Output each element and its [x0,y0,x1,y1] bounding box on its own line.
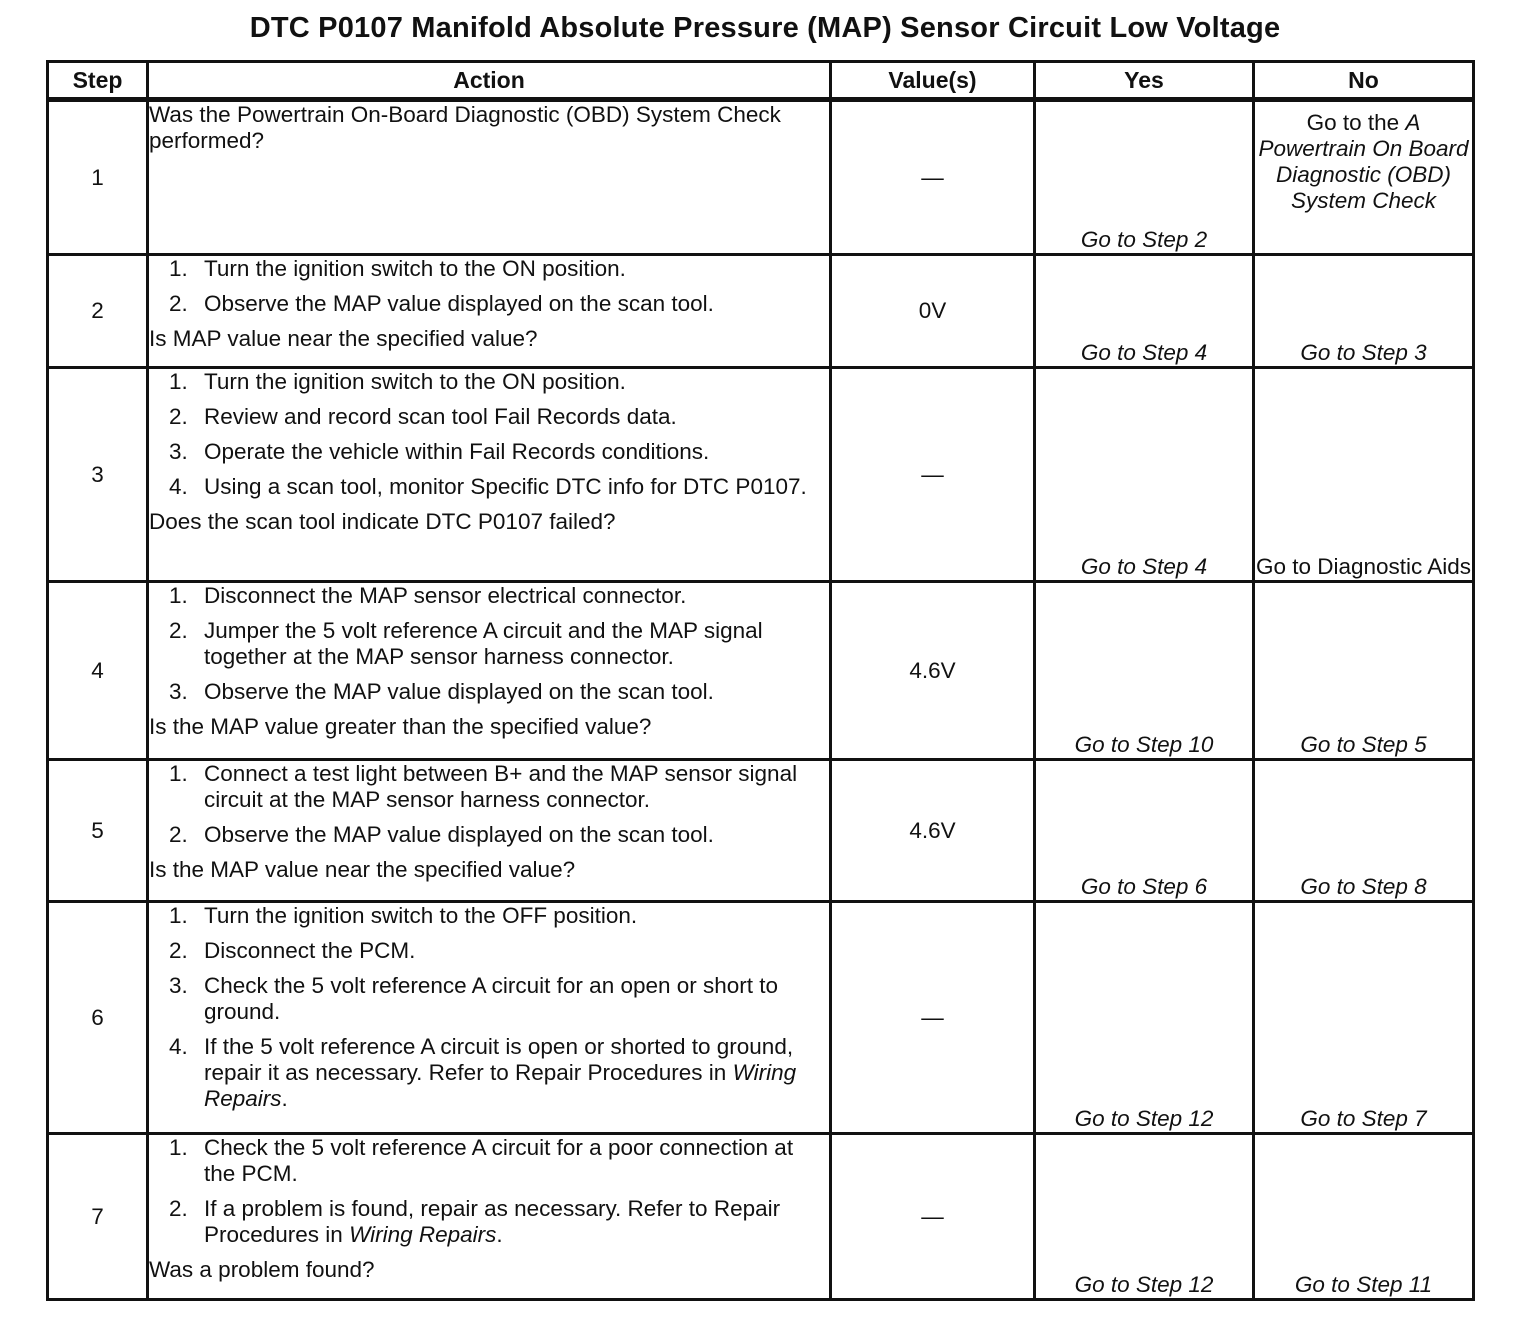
action-item [149,439,829,465]
item-text: If a problem is found, repair as necessary. Refer to Repair Procedures in [204,1196,781,1247]
item-text: Jumper the 5 volt reference A circuit and the MAP signal together at the MAP sensor harness connector. [204,618,763,669]
item-reference: Wiring Repairs [349,1222,497,1247]
step-number: 4 [48,582,148,760]
step-number: 2 [48,255,148,368]
step-number: 7 [48,1134,148,1300]
header-action: Action [148,62,831,100]
value-cell: — [831,902,1035,1134]
item-number: 2. [169,1196,188,1221]
item-reference: Wiring Repairs [204,1060,797,1111]
action-item [149,1135,829,1187]
action-cell [148,1134,831,1300]
action-cell [148,582,831,760]
action-question: Was the Powertrain On-Board Diagnostic (OBD) System Check performed? [149,102,781,153]
header-values: Value(s) [831,62,1035,100]
action-item [149,369,829,395]
action-item [149,938,829,964]
item-text: Turn the ignition switch to the ON position. [204,369,626,394]
item-number: 1. [169,903,188,928]
item-text: Connect a test light between B+ and the MAP sensor signal circuit at the MAP sensor harness connector. [204,761,798,812]
action-question: Is MAP value near the specified value? [149,326,538,351]
action-item [149,583,829,609]
no-cell: Go to Step 7 [1254,902,1474,1134]
action-question: Was a problem found? [149,1257,375,1282]
item-text: Using a scan tool, monitor Specific DTC info for DTC P0107. [204,474,807,499]
action-item [149,404,829,430]
item-text: Check the 5 volt reference A circuit for an open or short to ground. [204,973,779,1024]
table-row [48,368,1474,582]
no-cell: Go to Step 8 [1254,760,1474,902]
table-row [48,902,1474,1134]
item-text: Review and record scan tool Fail Records data. [204,404,677,429]
yes-cell: Go to Step 12 [1035,1134,1254,1300]
item-text: Operate the vehicle within Fail Records conditions. [204,439,710,464]
action-cell [148,760,831,902]
item-number: 2. [169,291,188,316]
item-text: Observe the MAP value displayed on the scan tool. [204,679,714,704]
item-text: Observe the MAP value displayed on the scan tool. [204,291,714,316]
value-cell: — [831,368,1035,582]
page-title: DTC P0107 Manifold Absolute Pressure (MAP) Sensor Circuit Low Voltage [249,12,1281,44]
item-number: 1. [169,256,188,281]
item-number: 1. [169,1135,188,1160]
action-item [149,973,829,1025]
no-prefix: Go to the [1306,110,1406,135]
yes-cell: Go to Step 6 [1035,760,1254,902]
action-question: Does the scan tool indicate DTC P0107 failed? [149,509,616,534]
yes-cell: Go to Step 12 [1035,902,1254,1134]
item-number: 2. [169,822,188,847]
step-number: 1 [48,100,148,255]
item-text: Disconnect the MAP sensor electrical connector. [204,583,687,608]
table-row [48,1134,1474,1300]
yes-cell: Go to Step 4 [1035,368,1254,582]
no-reference-link: A Powertrain On Board Diagnostic (OBD) System Check [1258,110,1469,213]
item-suffix: . [496,1222,503,1247]
action-item [149,291,829,317]
item-text: Disconnect the PCM. [204,938,416,963]
action-cell [148,902,831,1134]
table-row [48,760,1474,902]
item-number: 2. [169,404,188,429]
item-text: Turn the ignition switch to the ON position. [204,256,626,281]
table-row [48,582,1474,760]
header-yes: Yes [1035,62,1254,100]
no-cell: Go to Step 11 [1254,1134,1474,1300]
item-number: 2. [169,938,188,963]
table-row [48,255,1474,368]
action-item [149,618,829,670]
action-item [149,761,829,813]
action-item [149,679,829,705]
step-number: 6 [48,902,148,1134]
step-number: 5 [48,760,148,902]
no-cell: Go to Step 3 [1254,255,1474,368]
no-cell: Go to Diagnostic Aids [1254,368,1474,582]
action-cell [148,368,831,582]
value-cell: 0V [831,255,1035,368]
item-text: Observe the MAP value displayed on the scan tool. [204,822,714,847]
item-number: 4. [169,1034,188,1059]
action-item [149,1196,829,1248]
value-cell: — [831,1134,1035,1300]
action-cell [148,255,831,368]
no-cell: Go to Step 5 [1254,582,1474,760]
item-number: 1. [169,583,188,608]
item-text: Check the 5 volt reference A circuit for a poor connection at the PCM. [204,1135,794,1186]
yes-cell: Go to Step 4 [1035,255,1254,368]
diagnostic-table [46,60,1475,1301]
item-number: 2. [169,618,188,643]
action-cell [148,100,831,255]
action-item [149,1034,829,1112]
step-number: 3 [48,368,148,582]
item-text: If the 5 volt reference A circuit is open or shorted to ground, repair it as necessary. Refer to Repair Procedures in [204,1034,794,1085]
item-number: 3. [169,679,188,704]
yes-cell: Go to Step 2 [1035,100,1254,255]
header-no: No [1254,62,1474,100]
yes-cell: Go to Step 10 [1035,582,1254,760]
item-number: 4. [169,474,188,499]
item-text: Turn the ignition switch to the OFF position. [204,903,638,928]
action-question: Is the MAP value near the specified value? [149,857,576,882]
header-row [48,62,1474,100]
item-number: 1. [169,761,188,786]
header-step: Step [48,62,148,100]
value-cell: 4.6V [831,582,1035,760]
action-question: Is the MAP value greater than the specified value? [149,714,652,739]
value-cell: — [831,100,1035,255]
item-number: 3. [169,439,188,464]
action-item [149,256,829,282]
item-suffix: . [281,1086,288,1111]
action-item [149,903,829,929]
action-item [149,822,829,848]
table-row [48,100,1474,255]
value-cell: 4.6V [831,760,1035,902]
action-item [149,474,829,500]
item-number: 3. [169,973,188,998]
no-cell [1254,100,1474,255]
item-number: 1. [169,369,188,394]
